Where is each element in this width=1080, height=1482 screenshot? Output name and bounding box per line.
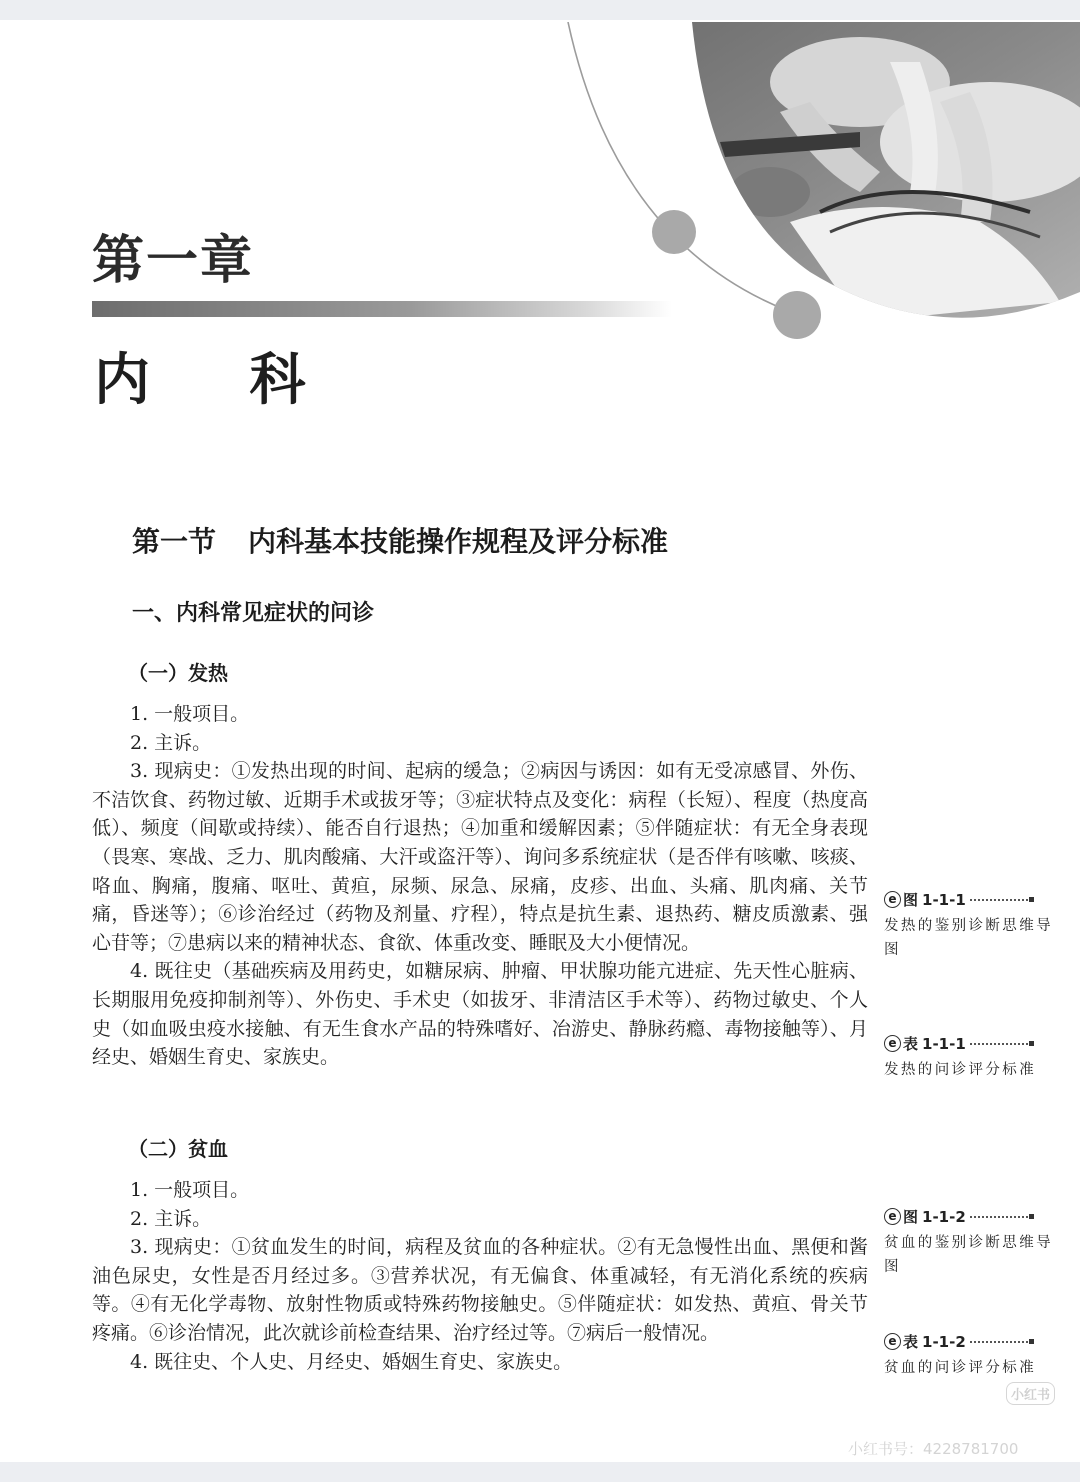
margin-note-table-1-1-2[interactable] [884,1331,1054,1380]
dotted-leader [970,1212,1028,1218]
end-marker [1029,1339,1034,1344]
note-description: 贫血的问诊评分标准 [884,1360,1037,1376]
e-resource-icon: e [884,1035,901,1052]
chapter-label: 第一章 [92,230,255,291]
e-resource-icon: e [884,1333,901,1350]
margin-note-figure-1-1-1[interactable] [884,889,1054,962]
paragraph: 4. 既往史、个人史、月经史、婚姻生育史、家族史。 [130,1350,573,1373]
note-label: 表 [903,1035,919,1053]
note-description: 发热的鉴别诊断思维导图 [884,918,1053,958]
note-description: 发热的问诊评分标准 [884,1062,1037,1078]
paragraph: 1. 一般项目。 [130,1179,250,1201]
end-marker [1029,1041,1034,1046]
anemia-heading: （二）贫血 [128,1137,228,1161]
e-resource-icon: e [884,891,901,908]
note-label: 图 [903,891,919,909]
note-number: 1-1-1 [922,1034,966,1053]
chapter-title: 内 科 [94,348,346,413]
subsection-title: 一、内科常见症状的问诊 [132,601,375,626]
note-number: 1-1-2 [922,1332,966,1351]
section-number: 第一节 [132,525,217,558]
end-marker [1029,1214,1034,1219]
paragraph: 3. 现病史：①发热出现的时间、起病的缓急；②病因与诱因：如有无受凉感冒、外伤、不洁饮食、药物过敏、近期手术或拔牙等；③症状特点及变化：病程（长短）、程度（热度高低）、频度（间歇或持续）、能否自行退热；④加重和缓解因素；⑤伴随症状：有无全身表现（畏寒、寒战、乏力、肌肉酸痛、大汗或盗汗等）、询问多系统症状（是否伴有咳嗽、咳痰、咯血、胸痛，腹痛、呕吐、黄疸，尿频、尿急、尿痛，皮疹、出血、头痛、肌肉痛、关节痛，昏迷等）；⑥诊治经过（药物及剂量、疗程），特点是抗生素、退热药、糖皮质激素、强心苷等；⑦患病以来的精神状态、食欲、体重改变、睡眠及大小便情况。 [92,760,868,954]
e-resource-icon: e [884,1208,901,1225]
chapter-header-photo [560,22,1080,342]
end-marker [1029,897,1034,902]
fever-heading: （一）发热 [128,661,228,685]
top-border [0,0,1080,20]
paragraph: 2. 主诉。 [130,731,212,754]
paragraph: 3. 现病史：①贫血发生的时间，病程及贫血的各种症状。②有无急慢性出血、黑便和酱油色尿史，女性是否月经过多。③营养状况，有无偏食、体重减轻，有无消化系统的疾病等。④有无化学毒物、放射性物质或特殊药物接触史。⑤伴随症状：如发热、黄疸、骨关节疼痛。⑥诊治情况，此次就诊前检查结果、治疗经过等。⑦病后一般情况。 [92,1236,868,1344]
fever-body [92,700,868,1072]
paragraph: 1. 一般项目。 [130,703,250,725]
anemia-body [92,1176,868,1376]
section-title [132,520,668,560]
note-label: 表 [903,1333,919,1351]
dotted-leader [970,1039,1028,1045]
bottom-border [0,1462,1080,1482]
paragraph: 2. 主诉。 [130,1207,212,1230]
paragraph: 4. 既往史（基础疾病及用药史，如糖尿病、肿瘤、甲状腺功能亢进症、先天性心脏病、长期服用免疫抑制剂等）、外伤史、手术史（如拔牙、非清洁区手术等）、药物过敏史、个人史（如血吸虫疫水接触、有无生食水产品的特殊嗜好、冶游史、静脉药瘾、毒物接触等）、月经史、婚姻生育史、家族史。 [92,960,868,1069]
note-label: 图 [903,1208,919,1226]
chapter-divider-bar [92,301,672,317]
note-description: 贫血的鉴别诊断思维导图 [884,1235,1053,1275]
dotted-leader [970,895,1028,901]
note-number: 1-1-2 [922,1207,966,1226]
section-title-text: 内科基本技能操作规程及评分标准 [248,525,669,558]
margin-note-table-1-1-1[interactable] [884,1033,1054,1082]
corner-logo: 小红书 [1006,1382,1055,1405]
dotted-leader [970,1337,1028,1343]
watermark-text: 小红书号：4228781700 [848,1440,1019,1458]
margin-note-figure-1-1-2[interactable] [884,1206,1054,1279]
note-number: 1-1-1 [922,890,966,909]
